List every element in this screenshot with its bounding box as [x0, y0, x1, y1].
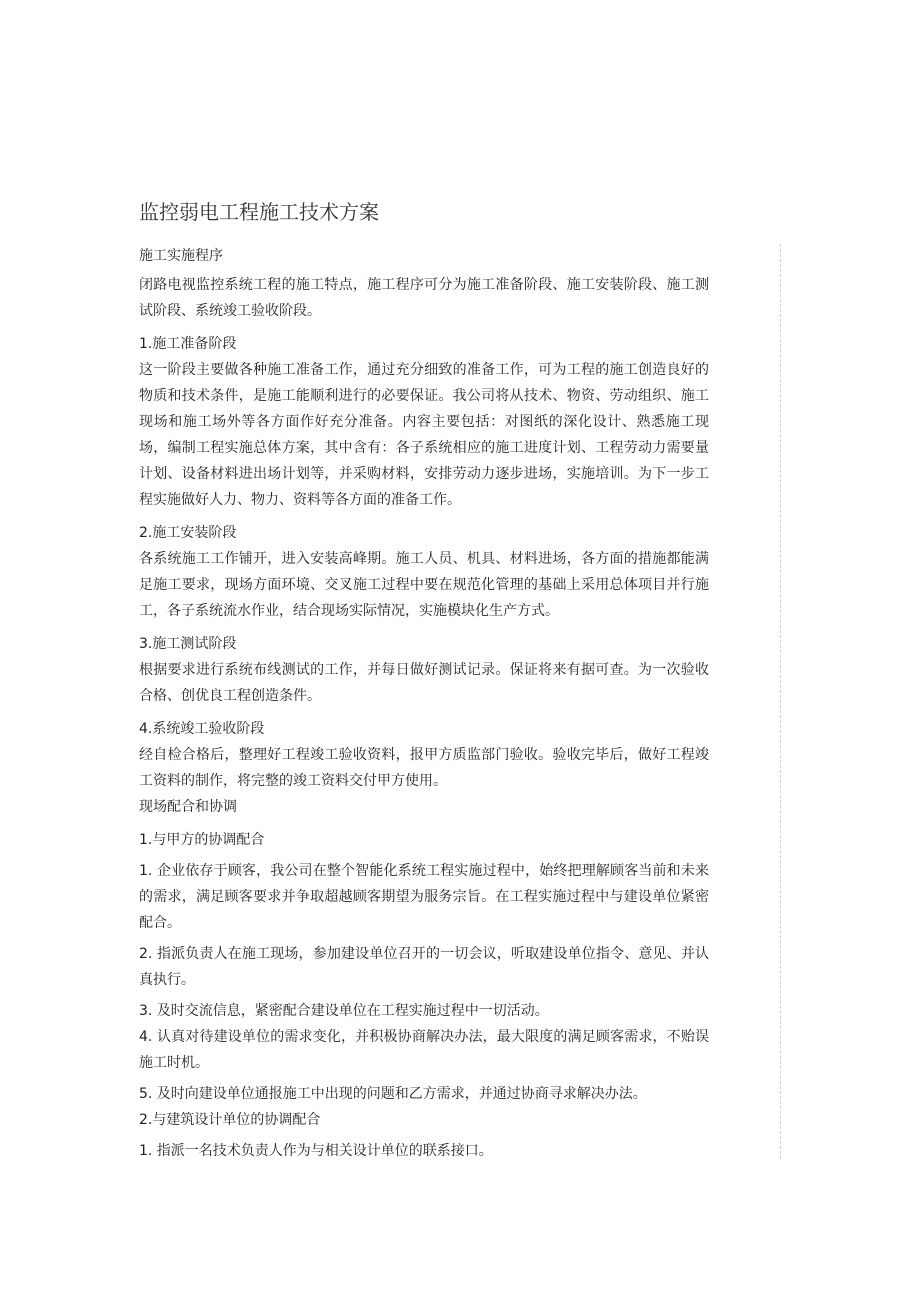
document-title: 监控弱电工程施工技术方案	[139, 200, 379, 224]
subsection-heading: 4.系统竣工验收阶段	[139, 721, 265, 737]
list-item: 2. 指派负责人在施工现场，参加建设单位召开的一切会议，听取建设单位指令、意见、并认真执行。	[139, 946, 709, 988]
subsection-heading: 2.与建筑设计单位的协调配合	[139, 1112, 321, 1128]
list-item: 1. 企业依存于顾客，我公司在整个智能化系统工程实施过程中，始终把理解顾客当前和未来的需求，满足顾客要求并争取超越顾客期望为服务宗旨。在工程实施过程中与建设单位紧密配合。	[139, 863, 709, 931]
subsection-heading: 2.施工安装阶段	[139, 525, 237, 541]
subsection-heading: 3.施工测试阶段	[139, 636, 237, 652]
section-heading: 现场配合和协调	[139, 799, 237, 815]
document-body	[139, 243, 709, 1164]
list-item: 1. 指派一名技术负责人作为与相关设计单位的联系接口。	[139, 1143, 493, 1159]
paragraph: 各系统施工工作铺开，进入安装高峰期。施工人员、机具、材料进场，各方面的措施都能满足施工要求，现场方面环境、交叉施工过程中要在规范化管理的基础上采用总体项目并行施工，各子系统流水作业，结合现场实际情况，实施模块化生产方式。	[139, 551, 709, 619]
section-heading: 施工实施程序	[139, 248, 223, 264]
list-item: 3. 及时交流信息，紧密配合建设单位在工程实施过程中一切活动。	[139, 1003, 549, 1019]
paragraph: 经自检合格后，整理好工程竣工验收资料，报甲方质监部门验收。验收完毕后，做好工程竣工资料的制作，将完整的竣工资料交付甲方使用。	[139, 747, 709, 789]
paragraph: 根据要求进行系统布线测试的工作，并每日做好测试记录。保证将来有据可查。为一次验收合格、创优良工程创造条件。	[139, 662, 709, 704]
margin-rule	[780, 244, 781, 1159]
subsection-heading: 1.施工准备阶段	[139, 336, 237, 352]
list-item: 4. 认真对待建设单位的需求变化，并积极协商解决办法，最大限度的满足顾客需求，不贻误施工时机。	[139, 1029, 709, 1071]
subsection-heading: 1.与甲方的协调配合	[139, 832, 265, 848]
paragraph: 这一阶段主要做各种施工准备工作，通过充分细致的准备工作，可为工程的施工创造良好的物质和技术条件，是施工能顺利进行的必要保证。我公司将从技术、物资、劳动组织、施工现场和施工场外等各方面作好充分准备。内容主要包括：对图纸的深化设计、熟悉施工现场，编制工程实施总体方案，其中含有：各子系统相应的施工进度计划、工程劳动力需要量计划、设备材料进出场计划等，并采购材料，安排劳动力逐步进场，实施培训。为下一步工程实施做好人力、物力、资料等各方面的准备工作。	[139, 362, 709, 508]
list-item: 5. 及时向建设单位通报施工中出现的问题和乙方需求，并通过协商寻求解决办法。	[139, 1086, 647, 1102]
paragraph: 闭路电视监控系统工程的施工特点，施工程序可分为施工准备阶段、施工安装阶段、施工测试阶段、系统竣工验收阶段。	[139, 277, 709, 319]
